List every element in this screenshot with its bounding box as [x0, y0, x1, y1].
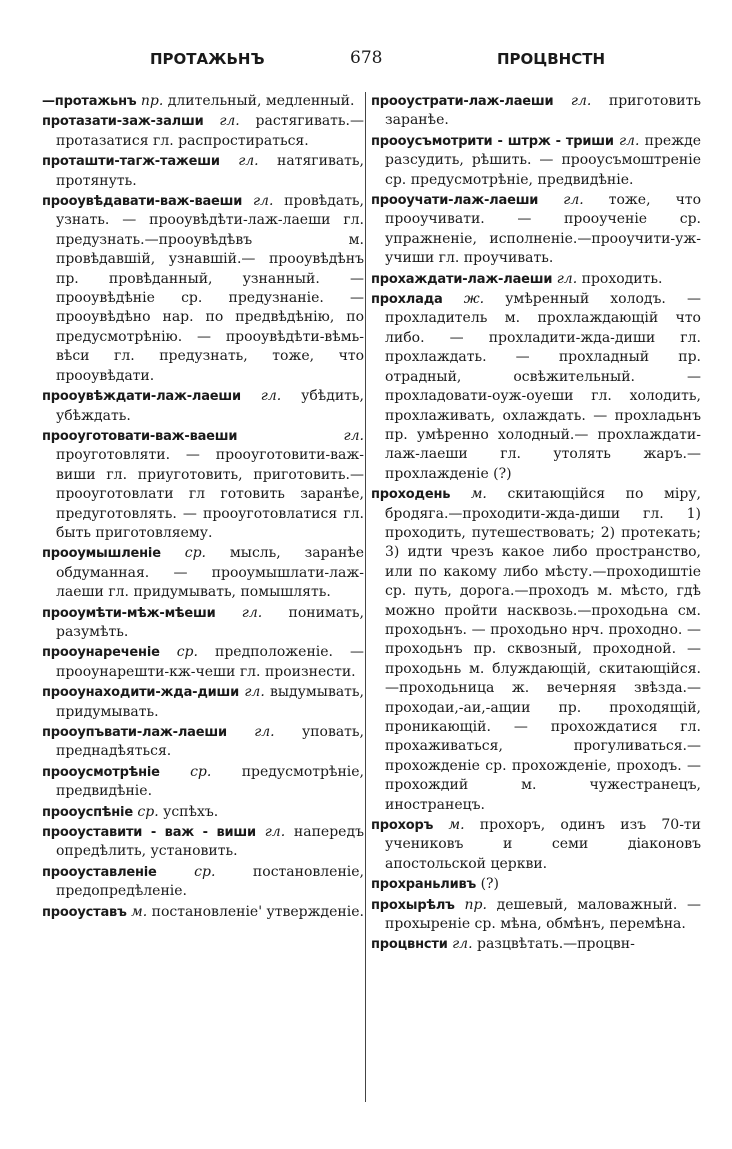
entry-definition: убѣдить, убѣждать.	[56, 388, 364, 424]
entry-grammar-label: гл.	[570, 93, 592, 109]
entry-definition: дешевый, маловажный. — прохыреніе ср. мѣна, обмѣнъ, перемѣна.	[385, 896, 701, 933]
dictionary-entry	[371, 132, 701, 190]
entry-grammar-label: ср.	[184, 545, 206, 562]
dictionary-entry	[42, 544, 364, 602]
entry-definition: прохоръ, одинъ изъ 70-ти учениковъ и семи діаконовъ апостольской церкви.	[385, 817, 701, 872]
page-number: 678	[350, 48, 383, 68]
dictionary-entry	[42, 723, 364, 762]
entry-headword: проходень	[371, 487, 451, 503]
entry-headword: проoусъмотрити - штрж - триши	[371, 133, 614, 149]
dictionary-entry	[42, 92, 364, 111]
entry-grammar-label: гл.	[219, 113, 240, 130]
entry-headword: протазати-заж-залши	[42, 114, 204, 130]
entry-grammar-label: пр.	[140, 93, 164, 109]
entry-grammar-label: гл.	[452, 936, 473, 953]
entry-headword: прохлада	[371, 292, 443, 308]
entry-grammar-label: ср.	[137, 803, 159, 820]
entry-definition: тоже, что проoучивати. — проoученіе ср. упражненіе, исполненіе.—проoучити-уж-учиши гл. проучивать.	[385, 192, 702, 267]
entry-grammar-label: м.	[470, 486, 487, 503]
dictionary-entry	[42, 803, 364, 822]
entry-headword: проoуготовати-важ-ваеши	[42, 428, 238, 444]
entry-definition: скитающійся по міру, бродяга.—проходити-жда-диши гл. 1) проходить, путешествовать; 2) протекать; 3) идти чрезъ какое либо пространство, или по какому либо мѣсту.—проходиштіе ср. путь, дорога.—проходъ м. мѣсто, гдѣ можно пройти насквозь.—проходьна см. проходьнъ. — проходьно нрч. проходно. — проходьнъ пр. сквозный, проходной. — проходьнь м. блуждающій, скитающійся.—проходьница ж. вечерняя звѣзда.—проходаи,-аи,-ащии пр. проходящій, проникающій. — прохождатися гл. прохаживаться, прогуливаться.—прохожденіе ср. прохожденіе, проходъ. — прохождий м. чужестранецъ, иностранецъ.	[385, 486, 702, 813]
dictionary-entry	[42, 604, 364, 643]
entry-definition: длительный, медленный.	[163, 93, 355, 109]
dictionary-entry	[42, 112, 364, 151]
entry-grammar-label: пр.	[464, 896, 487, 913]
entry-definition: напередъ опредѣлить, установить.	[56, 824, 364, 860]
entry-headword: проташти-тагж-тажеши	[42, 154, 220, 170]
entry-definition: приготовить заранѣе.	[385, 93, 701, 129]
dictionary-entry	[371, 485, 701, 815]
entry-definition: уповать, преднадѣяться.	[56, 724, 364, 760]
dictionary-entry	[42, 763, 364, 802]
entry-definition: постановленіе' утвержденіе.	[147, 903, 364, 920]
entry-headword: прохырѣлъ	[371, 897, 455, 913]
entry-headword: проoувѣдавати-важ-ваеши	[42, 194, 243, 210]
entry-headword: прохоръ	[371, 818, 434, 834]
entry-headword: проoуставити - важ - виши	[42, 825, 256, 841]
entry-definition: выдумывать, придумывать.	[56, 684, 364, 720]
entry-definition: успѣхъ.	[158, 803, 219, 820]
entry-grammar-label: гл.	[563, 192, 584, 209]
entry-headword: —протажьнъ	[42, 94, 137, 109]
entry-definition: понимать, разумѣть.	[56, 604, 364, 640]
entry-headword: проoупъвати-лаж-лаеши	[42, 725, 227, 740]
entry-headword: прохраньливъ	[371, 877, 477, 893]
dictionary-entry	[42, 903, 364, 922]
left-guide-word: ПРОТАЖЬНЪ	[150, 50, 265, 68]
entry-headword: проoувѣждати-лаж-лаеши	[42, 389, 241, 405]
entry-definition: предусмотрѣніе, предвидѣніе.	[56, 763, 364, 800]
entry-grammar-label: гл.	[252, 193, 274, 210]
entry-headword: проoунаходити-жда-диши	[42, 685, 240, 701]
entry-headword: проoумышленіе	[42, 546, 161, 562]
entry-definition: умѣренный холодъ. — прохладитель м. прохлаждающій что либо. — прохладити-жда-диши гл. прохлаждать. — прохладный пр. отрадный, освѣжительный. — прохладовати-оуж-оуеши гл. холодить, прохлаживать, охлаждать. — прохладьнъ пр. умѣренно холодный.— прохлаждати-лаж-лаеши гл. утолять жаръ.—прохлажденіе (?)	[385, 291, 701, 482]
entry-headword: проoусмотрѣніе	[42, 764, 160, 780]
entry-definition: натягивать, протянуть.	[56, 153, 365, 189]
dictionary-entry	[371, 896, 701, 935]
entry-headword: проoуставленіе	[42, 864, 157, 880]
entry-grammar-label: гл.	[241, 604, 263, 621]
dictionary-entry	[371, 92, 701, 131]
entry-grammar-label: гл.	[244, 684, 265, 701]
entry-grammar-label: ж.	[463, 291, 485, 308]
entry-grammar-label: гл.	[264, 824, 286, 841]
dictionary-entry	[371, 290, 701, 484]
entry-grammar-label: ср.	[190, 763, 212, 780]
entry-grammar-label: ср.	[194, 863, 216, 880]
entry-grammar-label: гл.	[556, 270, 578, 287]
entry-grammar-label: м.	[131, 903, 148, 920]
right-column	[371, 92, 701, 956]
entry-headword: процвнсти	[371, 937, 448, 953]
dictionary-entry	[42, 643, 364, 682]
dictionary-entry	[371, 191, 701, 269]
running-header	[0, 46, 732, 76]
entry-headword: проoунареченіе	[42, 645, 160, 661]
dictionary-entry	[42, 387, 364, 426]
dictionary-entry	[371, 875, 701, 894]
entry-definition: мысль, заранѣе обдуманная. — проoумышлати-лаж-лаеши гл. придумывать, помышлять.	[56, 545, 365, 601]
dictionary-entry	[371, 816, 701, 874]
entry-grammar-label: гл.	[260, 388, 282, 405]
entry-definition: растягивать.—протазатися гл. распростираться.	[56, 113, 364, 149]
dictionary-entry	[371, 270, 701, 289]
entry-definition: проходить.	[577, 270, 663, 287]
entry-grammar-label: гл.	[343, 427, 364, 444]
entry-headword: прохаждати-лаж-лаеши	[371, 271, 553, 287]
entry-definition: провѣдать, узнать. — проoувѣдѣти-лаж-лаеши гл. предузнать.—проoувѣдѣвъ м. провѣдавшій, узнавшій.— проoувѣдѣнъ пр. провѣданный, узнанный. — проoувѣдѣніе ср. предузнаніе. — проoувѣдѣно нар. по предвѣдѣнію, по предусмотрѣнію. — проoувѣдѣти-вѣмь-вѣси гл. предузнать, тоже, что проoувѣдати.	[56, 193, 365, 384]
entry-grammar-label: гл.	[254, 724, 275, 740]
entry-definition: прежде разсудить, рѣшить. — проoусъмоштреніе ср. предусмотрѣніе, предвидѣніе.	[385, 132, 701, 188]
entry-headword: проoумѣти-мѣж-мѣеши	[42, 605, 216, 621]
dictionary-entry	[42, 683, 364, 722]
entry-definition: постановленіе, предопредѣленіе.	[56, 863, 364, 900]
entry-headword: проoуставъ	[42, 904, 127, 920]
dictionary-entry	[371, 935, 701, 954]
dictionary-entry	[42, 192, 364, 386]
entry-headword: проoустрати-лаж-лаеши	[371, 94, 554, 109]
left-column	[42, 92, 364, 923]
column-divider	[365, 92, 366, 1102]
entry-grammar-label: м.	[448, 817, 465, 834]
dictionary-entry	[42, 152, 364, 191]
dictionary-entry	[42, 427, 364, 543]
entry-definition: (?)	[476, 876, 500, 893]
entry-definition: предположеніе. —проoунарешти-кж-чеши гл. произнести.	[56, 644, 364, 680]
entry-grammar-label: гл.	[238, 153, 259, 170]
entry-headword: проoучати-лаж-лаеши	[371, 193, 539, 209]
dictionary-entry	[42, 823, 364, 862]
dictionary-entry	[42, 863, 364, 902]
right-guide-word: ПРОЦВНСТН	[497, 50, 605, 68]
entry-grammar-label: ср.	[176, 644, 198, 661]
entry-definition: проуготовляти. — проoуготовити-важ-виши гл. приуготовить, приготовить.—проoуготовлати гл готовить заранѣе, предуготовлять. — проoуготовлатися гл. быть приготовляему.	[56, 447, 364, 541]
entry-headword: проoуспѣніе	[42, 804, 133, 820]
entry-grammar-label: гл.	[618, 132, 640, 149]
entry-definition: разцвѣтать.—процвн-	[472, 936, 635, 953]
